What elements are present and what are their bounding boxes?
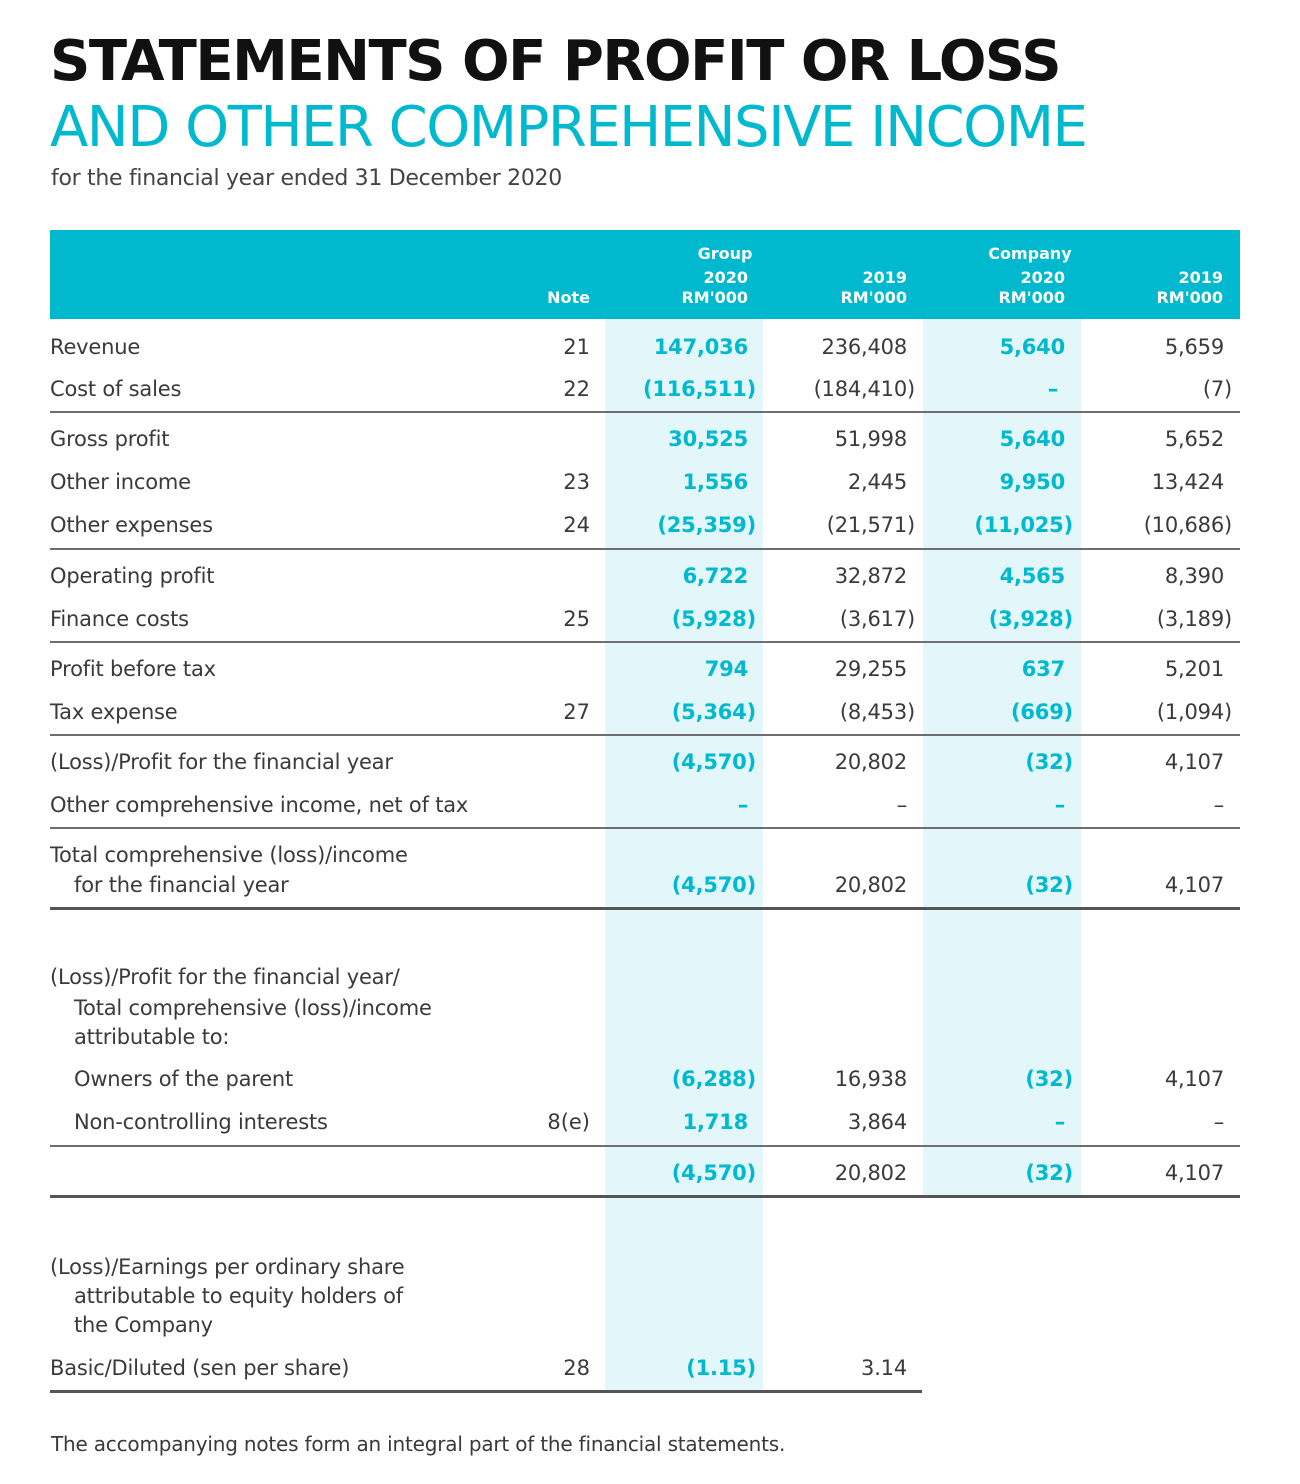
row-divider xyxy=(50,734,1240,736)
company-2020-value: 9,950 xyxy=(999,470,1065,494)
company-column-group-label: Company xyxy=(988,244,1072,263)
group-2020-value: (5,364) xyxy=(671,700,756,724)
row-note: 27 xyxy=(563,700,590,724)
footer-note: The accompanying notes form an integral part of the financial statements. xyxy=(51,1432,786,1456)
row-divider xyxy=(50,1145,1240,1147)
group-2019-value: 51,998 xyxy=(834,427,907,451)
company-2020-value: (669) xyxy=(1010,700,1073,724)
row-label: Tax expense xyxy=(50,700,178,724)
group-2020-eps: (1.15) xyxy=(686,1356,756,1380)
group-2019-year: 2019 xyxy=(862,268,907,287)
group-2020-year: 2020 xyxy=(703,268,748,287)
row-label-continued: for the financial year xyxy=(74,873,289,897)
company-2020-value: (11,025) xyxy=(974,513,1073,537)
group-2019-value: (21,571) xyxy=(826,513,915,537)
group-2020-value: 794 xyxy=(704,657,748,681)
company-2020-value: – xyxy=(1054,793,1065,817)
company-2019-value: – xyxy=(1213,1110,1224,1134)
group-2020-value: 6,722 xyxy=(682,564,748,588)
group-2019-eps: 3.14 xyxy=(861,1356,907,1380)
row-divider xyxy=(50,827,1240,829)
company-2019-value: 4,107 xyxy=(1164,873,1224,897)
attributable-heading: Total comprehensive (loss)/income xyxy=(74,996,432,1020)
row-label: Cost of sales xyxy=(50,377,182,401)
attributable-heading: (Loss)/Profit for the financial year/ xyxy=(50,965,400,989)
group-2020-unit: RM'000 xyxy=(681,288,748,307)
row-label: Non-controlling interests xyxy=(74,1110,328,1134)
company-2020-value: (3,928) xyxy=(988,607,1073,631)
company-2020-total: (32) xyxy=(1025,1161,1073,1185)
group-2020-value: (4,570) xyxy=(671,873,756,897)
row-note: 25 xyxy=(563,607,590,631)
row-note: 8(e) xyxy=(547,1110,590,1134)
group-2020-value: (5,928) xyxy=(671,607,756,631)
note-column-header: Note xyxy=(547,288,590,307)
row-label: Other expenses xyxy=(50,513,213,537)
group-2019-value: (184,410) xyxy=(813,377,915,401)
company-2019-total: 4,107 xyxy=(1164,1161,1224,1185)
group-2020-value: 1,718 xyxy=(682,1110,748,1134)
group-2019-value: (3,617) xyxy=(839,607,915,631)
row-label: Total comprehensive (loss)/income xyxy=(50,843,408,867)
company-2019-value: 4,107 xyxy=(1164,750,1224,774)
group-2020-value: 1,556 xyxy=(682,470,748,494)
row-label: Profit before tax xyxy=(50,657,216,681)
company-2019-value: (1,094) xyxy=(1156,700,1232,724)
group-2020-total: (4,570) xyxy=(671,1161,756,1185)
group-column-group-label: Group xyxy=(697,244,753,263)
eps-heading: attributable to equity holders of xyxy=(74,1284,403,1308)
company-2020-value: 637 xyxy=(1021,657,1065,681)
row-divider xyxy=(50,641,1240,643)
row-label: Revenue xyxy=(50,335,141,359)
page-title: STATEMENTS OF PROFIT OR LOSS xyxy=(50,29,1061,94)
group-2020-value: (6,288) xyxy=(671,1067,756,1091)
group-2019-value: 29,255 xyxy=(834,657,907,681)
company-2020-value: (32) xyxy=(1025,873,1073,897)
group-2019-value: 2,445 xyxy=(847,470,907,494)
company-2020-value: 4,565 xyxy=(999,564,1065,588)
attributable-heading: attributable to: xyxy=(74,1025,230,1049)
company-2020-value: (32) xyxy=(1025,1067,1073,1091)
group-2019-total: 20,802 xyxy=(834,1161,907,1185)
eps-heading: the Company xyxy=(74,1313,213,1337)
group-2019-value: 16,938 xyxy=(834,1067,907,1091)
group-2020-value: 30,525 xyxy=(668,427,748,451)
company-2019-year: 2019 xyxy=(1178,268,1223,287)
group-2019-value: – xyxy=(896,793,907,817)
company-2019-value: 5,201 xyxy=(1164,657,1224,681)
company-2020-unit: RM'000 xyxy=(998,288,1065,307)
company-2019-value: (3,189) xyxy=(1156,607,1232,631)
company-2019-value: 4,107 xyxy=(1164,1067,1224,1091)
row-note: 24 xyxy=(563,513,590,537)
group-2019-value: 3,864 xyxy=(847,1110,907,1134)
section-divider xyxy=(50,1195,1240,1198)
company-2019-value: – xyxy=(1213,793,1224,817)
row-note: 22 xyxy=(563,377,590,401)
row-label: Owners of the parent xyxy=(74,1067,294,1091)
row-label: Gross profit xyxy=(50,427,170,451)
company-2019-unit: RM'000 xyxy=(1156,288,1223,307)
company-2020-value: (32) xyxy=(1025,750,1073,774)
eps-heading: (Loss)/Earnings per ordinary share xyxy=(50,1255,405,1279)
company-2019-value: (7) xyxy=(1202,377,1232,401)
group-2020-value: (116,511) xyxy=(642,377,756,401)
row-label: Basic/Diluted (sen per share) xyxy=(50,1356,350,1380)
page-subtitle: for the financial year ended 31 December 2020 xyxy=(51,166,562,191)
row-label: Finance costs xyxy=(50,607,189,631)
section-divider xyxy=(50,1390,922,1393)
row-label: (Loss)/Profit for the financial year xyxy=(50,750,393,774)
company-2019-value: 5,659 xyxy=(1164,335,1224,359)
company-2019-value: 8,390 xyxy=(1164,564,1224,588)
group-2019-unit: RM'000 xyxy=(840,288,907,307)
company-2020-value: – xyxy=(1047,377,1058,401)
company-2019-value: 5,652 xyxy=(1164,427,1224,451)
company-2019-value: 13,424 xyxy=(1151,470,1224,494)
row-note: 28 xyxy=(563,1356,590,1380)
row-label: Operating profit xyxy=(50,564,215,588)
table-header xyxy=(50,230,1240,319)
group-2019-value: 20,802 xyxy=(834,750,907,774)
company-2020-value: – xyxy=(1054,1110,1065,1134)
row-label: Other comprehensive income, net of tax xyxy=(50,793,469,817)
row-note: 23 xyxy=(563,470,590,494)
group-2019-value: (8,453) xyxy=(839,700,915,724)
company-2020-value: 5,640 xyxy=(999,427,1065,451)
group-2019-value: 32,872 xyxy=(834,564,907,588)
row-label: Other income xyxy=(50,470,191,494)
row-divider xyxy=(50,548,1240,550)
group-2019-value: 236,408 xyxy=(821,335,907,359)
row-divider xyxy=(50,411,1240,413)
section-divider xyxy=(50,907,1240,910)
group-2019-value: 20,802 xyxy=(834,873,907,897)
company-2020-year: 2020 xyxy=(1020,268,1065,287)
row-note: 21 xyxy=(563,335,590,359)
group-2020-value: (4,570) xyxy=(671,750,756,774)
company-2019-value: (10,686) xyxy=(1143,513,1232,537)
group-2020-value: 147,036 xyxy=(653,335,748,359)
group-2020-value: – xyxy=(737,793,748,817)
company-2020-value: 5,640 xyxy=(999,335,1065,359)
page-title-secondary: AND OTHER COMPREHENSIVE INCOME xyxy=(50,95,1087,160)
group-2020-value: (25,359) xyxy=(657,513,756,537)
